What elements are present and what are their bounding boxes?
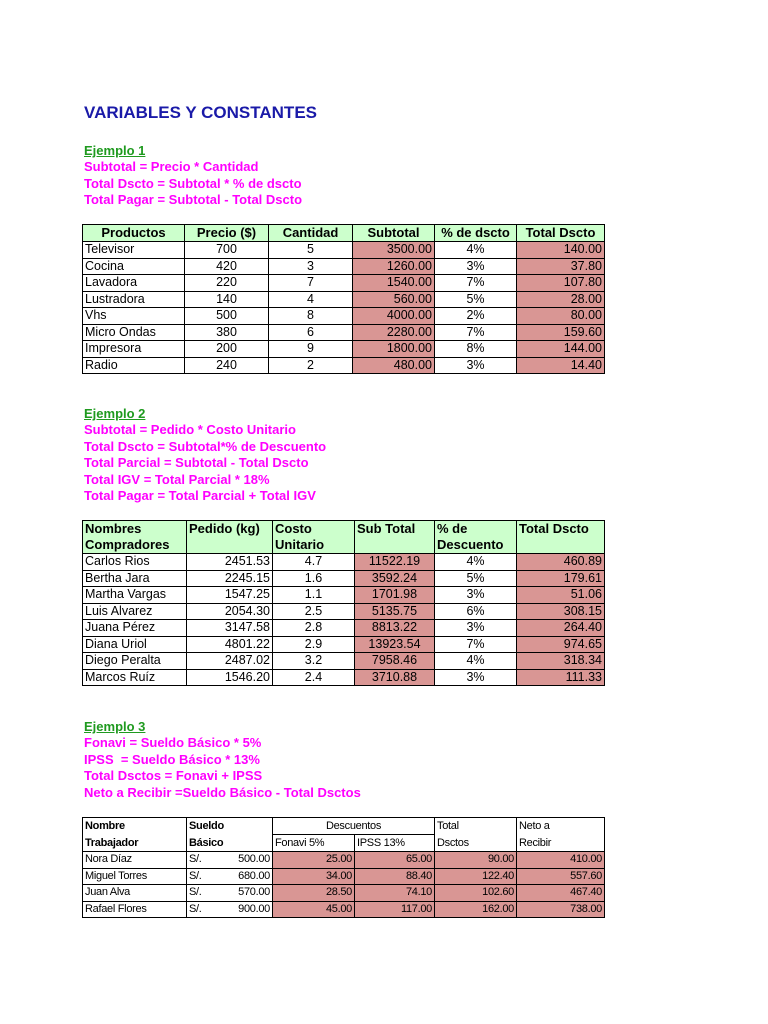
table-row <box>83 554 605 571</box>
table-cell: 2451.53 <box>187 554 273 571</box>
table-row <box>83 308 605 325</box>
table-cell: 7% <box>435 275 517 292</box>
col-header-neto: Neto a <box>517 818 605 835</box>
formula-line: Total Parcial = Subtotal - Total Dscto <box>84 455 309 470</box>
col-header: % de Descuento <box>435 521 517 554</box>
table-cell: 11522.19 <box>355 554 435 571</box>
table-cell: 560.00 <box>353 291 435 308</box>
table-cell: 4 <box>269 291 353 308</box>
col-header-total: Total <box>435 818 517 835</box>
table-cell: 5% <box>435 570 517 587</box>
table-cell: 3% <box>435 357 517 374</box>
table-cell: 90.00 <box>435 852 517 869</box>
table-cell: 7958.46 <box>355 653 435 670</box>
formula-line: Total Dscto = Subtotal * % de dscto <box>84 175 302 191</box>
table-row <box>83 620 605 637</box>
table-cell: 738.00 <box>517 901 605 918</box>
table-cell: 4.7 <box>273 554 355 571</box>
example-1-formulas <box>84 159 302 209</box>
col-header: Productos <box>83 225 185 242</box>
formula-line: Fonavi = Sueldo Básico * 5% <box>84 735 262 750</box>
table-row <box>83 570 605 587</box>
table-cell: 5135.75 <box>355 603 435 620</box>
table-cell: 37.80 <box>517 258 605 275</box>
table-cell: 6 <box>269 324 353 341</box>
table-cell: 3500.00 <box>353 242 435 259</box>
table-cell: Radio <box>83 357 185 374</box>
salary-cell <box>187 885 273 902</box>
table-cell: 1260.00 <box>353 258 435 275</box>
table-cell: 460.89 <box>517 554 605 571</box>
table-cell: 240 <box>185 357 269 374</box>
table-cell: 1.6 <box>273 570 355 587</box>
table-cell: 7% <box>435 324 517 341</box>
table-cell: 7 <box>269 275 353 292</box>
salary-amount: 900.00 <box>238 902 270 915</box>
col-header: Total Dscto <box>517 225 605 242</box>
table-cell: Impresora <box>83 341 185 358</box>
table-cell: 974.65 <box>517 636 605 653</box>
salary-cell <box>187 868 273 885</box>
formula-line: Total Pagar = Total Parcial + Total IGV <box>84 488 316 503</box>
table-row <box>83 603 605 620</box>
table-header-row <box>83 521 605 554</box>
table-cell: 7% <box>435 636 517 653</box>
col-header-nombre: Nombre <box>83 818 187 835</box>
table-cell: 4% <box>435 554 517 571</box>
table-cell: 480.00 <box>353 357 435 374</box>
table-row <box>83 275 605 292</box>
formula-line: Subtotal = Precio * Cantidad <box>84 159 259 174</box>
buyers-table <box>82 520 605 686</box>
col-header-trabajador: Trabajador <box>83 835 187 852</box>
salary-amount: 680.00 <box>238 869 270 882</box>
table-cell: 8 <box>269 308 353 325</box>
table-cell: Diana Uriol <box>83 636 187 653</box>
table-cell: 6% <box>435 603 517 620</box>
table-cell: 2054.30 <box>187 603 273 620</box>
table-cell: Marcos Ruíz <box>83 669 187 686</box>
col-header-recibir: Recibir <box>517 835 605 852</box>
table-header-row <box>83 818 605 835</box>
example-3-formulas <box>84 735 361 801</box>
table-cell: 4801.22 <box>187 636 273 653</box>
table-cell: 102.60 <box>435 885 517 902</box>
table-cell: 122.40 <box>435 868 517 885</box>
table-cell: 140 <box>185 291 269 308</box>
col-header: Nombres Compradores <box>83 521 187 554</box>
salary-cell <box>187 852 273 869</box>
table-cell: 4% <box>435 653 517 670</box>
formula-line: Neto a Recibir =Sueldo Básico - Total Dsctos <box>84 784 361 800</box>
table-cell: 700 <box>185 242 269 259</box>
table-cell: 9 <box>269 341 353 358</box>
table-cell: 14.40 <box>517 357 605 374</box>
table-cell: 1.1 <box>273 587 355 604</box>
table-cell: 2% <box>435 308 517 325</box>
col-header: % de dscto <box>435 225 517 242</box>
col-header: Costo Unitario <box>273 521 355 554</box>
table-cell: Juana Pérez <box>83 620 187 637</box>
table-cell: Micro Ondas <box>83 324 185 341</box>
table-cell: 51.06 <box>517 587 605 604</box>
col-header-fonavi: Fonavi 5% <box>273 835 355 852</box>
table-row <box>83 885 605 902</box>
table-cell: 2280.00 <box>353 324 435 341</box>
table-cell: 264.40 <box>517 620 605 637</box>
table-cell: 1800.00 <box>353 341 435 358</box>
table-cell: 500 <box>185 308 269 325</box>
table-cell: Luis Alvarez <box>83 603 187 620</box>
table-cell: 410.00 <box>517 852 605 869</box>
table-row <box>83 357 605 374</box>
col-header: Cantidad <box>269 225 353 242</box>
table-header-row <box>83 225 605 242</box>
table-row <box>83 341 605 358</box>
table-row <box>83 669 605 686</box>
table-cell: 45.00 <box>273 901 355 918</box>
table-row <box>83 324 605 341</box>
table-cell: 1547.25 <box>187 587 273 604</box>
table-cell: 144.00 <box>517 341 605 358</box>
table-cell: 140.00 <box>517 242 605 259</box>
products-table <box>82 224 605 374</box>
table-cell: 1701.98 <box>355 587 435 604</box>
table-cell: 25.00 <box>273 852 355 869</box>
col-header-sueldo: Sueldo <box>187 818 273 835</box>
table-cell: Juan Alva <box>83 885 187 902</box>
table-cell: Vhs <box>83 308 185 325</box>
table-cell: 1546.20 <box>187 669 273 686</box>
formula-line: Total Dsctos = Fonavi + IPSS <box>84 768 263 783</box>
table-cell: 111.33 <box>517 669 605 686</box>
table-cell: 3% <box>435 587 517 604</box>
table-cell: 5 <box>269 242 353 259</box>
table-cell: 13923.54 <box>355 636 435 653</box>
table-cell: 420 <box>185 258 269 275</box>
table-cell: Miguel Torres <box>83 868 187 885</box>
example-3-heading: Ejemplo 3 <box>84 719 146 734</box>
example-2-heading: Ejemplo 2 <box>84 406 146 421</box>
table-cell: 1540.00 <box>353 275 435 292</box>
table-cell: 318.34 <box>517 653 605 670</box>
table-row <box>83 868 605 885</box>
table-cell: 220 <box>185 275 269 292</box>
table-cell: 179.61 <box>517 570 605 587</box>
col-header: Total Dscto <box>517 521 605 554</box>
table-cell: Bertha Jara <box>83 570 187 587</box>
table-cell: 2.9 <box>273 636 355 653</box>
table-row <box>83 587 605 604</box>
table-row <box>83 852 605 869</box>
table-cell: 557.60 <box>517 868 605 885</box>
table-cell: Diego Peralta <box>83 653 187 670</box>
table-cell: 28.00 <box>517 291 605 308</box>
table-cell: 8% <box>435 341 517 358</box>
table-cell: 467.40 <box>517 885 605 902</box>
col-header-ipss: IPSS 13% <box>355 835 435 852</box>
table-cell: Televisor <box>83 242 185 259</box>
table-cell: 2.5 <box>273 603 355 620</box>
table-cell: 107.80 <box>517 275 605 292</box>
table-cell: Martha Vargas <box>83 587 187 604</box>
table-cell: 5% <box>435 291 517 308</box>
col-header-descuentos: Descuentos <box>273 818 435 835</box>
table-cell: 4000.00 <box>353 308 435 325</box>
table-cell: 159.60 <box>517 324 605 341</box>
table-row <box>83 291 605 308</box>
table-cell: Carlos Rios <box>83 554 187 571</box>
table-cell: 34.00 <box>273 868 355 885</box>
currency-symbol: S/. <box>189 886 202 898</box>
table-cell: 74.10 <box>355 885 435 902</box>
currency-symbol: S/. <box>189 853 202 865</box>
table-cell: Nora Díaz <box>83 852 187 869</box>
table-cell: 162.00 <box>435 901 517 918</box>
salary-amount: 500.00 <box>238 853 270 865</box>
page-title: VARIABLES Y CONSTANTES <box>84 103 317 122</box>
table-cell: 3710.88 <box>355 669 435 686</box>
salary-cell <box>187 901 273 918</box>
formula-line: IPSS = Sueldo Básico * 13% <box>84 751 260 767</box>
col-header-basico: Básico <box>187 835 273 852</box>
workers-table <box>82 817 605 918</box>
formula-line: Total IGV = Total Parcial * 18% <box>84 471 270 487</box>
table-cell: 28.50 <box>273 885 355 902</box>
col-header: Precio ($) <box>185 225 269 242</box>
table-row <box>83 242 605 259</box>
col-header: Pedido (kg) <box>187 521 273 554</box>
table-header-row <box>83 835 605 852</box>
col-header: Subtotal <box>353 225 435 242</box>
col-header: Sub Total <box>355 521 435 554</box>
example-1-heading: Ejemplo 1 <box>84 143 146 158</box>
table-cell: 3% <box>435 669 517 686</box>
table-cell: 380 <box>185 324 269 341</box>
formula-line: Total Dscto = Subtotal*% de Descuento <box>84 438 327 454</box>
table-cell: 200 <box>185 341 269 358</box>
example-2-formulas <box>84 422 326 505</box>
table-cell: 3.2 <box>273 653 355 670</box>
currency-symbol: S/. <box>189 869 202 882</box>
table-cell: Rafael Flores <box>83 901 187 918</box>
formula-line: Total Pagar = Subtotal - Total Dscto <box>84 192 303 207</box>
table-cell: 2245.15 <box>187 570 273 587</box>
table-cell: 117.00 <box>355 901 435 918</box>
table-cell: 65.00 <box>355 852 435 869</box>
table-row <box>83 653 605 670</box>
col-header-dsctos: Dsctos <box>435 835 517 852</box>
table-cell: 308.15 <box>517 603 605 620</box>
table-cell: 4% <box>435 242 517 259</box>
table-cell: 8813.22 <box>355 620 435 637</box>
table-row <box>83 258 605 275</box>
table-row <box>83 636 605 653</box>
table-cell: 2 <box>269 357 353 374</box>
table-cell: 88.40 <box>355 868 435 885</box>
table-cell: 2487.02 <box>187 653 273 670</box>
currency-symbol: S/. <box>189 902 202 915</box>
table-row <box>83 901 605 918</box>
table-cell: 3% <box>435 258 517 275</box>
table-cell: 80.00 <box>517 308 605 325</box>
table-cell: 2.8 <box>273 620 355 637</box>
formula-line: Subtotal = Pedido * Costo Unitario <box>84 422 296 437</box>
table-cell: Lavadora <box>83 275 185 292</box>
table-cell: 3147.58 <box>187 620 273 637</box>
table-cell: 2.4 <box>273 669 355 686</box>
table-cell: 3592.24 <box>355 570 435 587</box>
table-cell: Lustradora <box>83 291 185 308</box>
salary-amount: 570.00 <box>238 886 270 898</box>
table-cell: 3 <box>269 258 353 275</box>
table-cell: 3% <box>435 620 517 637</box>
table-cell: Cocina <box>83 258 185 275</box>
